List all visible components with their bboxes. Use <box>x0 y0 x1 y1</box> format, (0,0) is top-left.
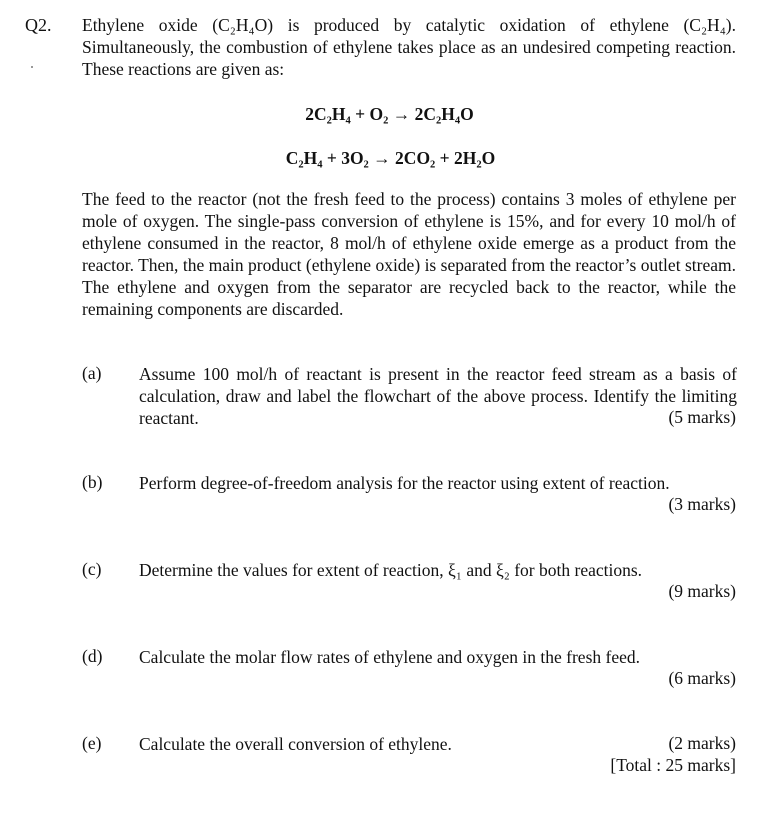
part-c-text: Determine the values for extent of reaction, ξ₁ and ξ₂ for both reactions. <box>139 560 643 580</box>
reaction-equation-2: C₂H₄ + 3O₂ → 2CO₂ + 2H₂O <box>285 148 496 168</box>
part-a-text: Assume 100 mol/h of reactant is present in the reactor feed stream as a basis of calculation, draw and label the flowchart of the above process. Identify the limiting reactant. <box>139 364 737 428</box>
total-marks: [Total : 25 marks] <box>610 755 736 775</box>
part-d-text: Calculate the molar flow rates of ethylene and oxygen in the fresh feed. <box>139 647 640 667</box>
part-a-marks: (5 marks) <box>668 407 736 427</box>
reaction-equation-1: 2C₂H₄ + O₂ → 2C₂H₄O <box>305 104 474 124</box>
margin-mark <box>31 66 33 68</box>
part-c-marks: (9 marks) <box>668 581 736 601</box>
part-c-label: (c) <box>82 559 102 579</box>
part-d-marks: (6 marks) <box>668 668 736 688</box>
part-b-label: (b) <box>82 472 103 492</box>
part-b-text: Perform degree-of-freedom analysis for the reactor using extent of reaction. <box>139 473 670 493</box>
part-e-label: (e) <box>82 733 102 753</box>
part-a-label: (a) <box>82 363 102 383</box>
question-intro: Ethylene oxide (C₂H₄O) is produced by catalytic oxidation of ethylene (C₂H₄). Simultaneously, the combustion of ethylene takes place as an undesired competing reaction. These reactions are given as: <box>82 15 736 79</box>
part-e-text: Calculate the overall conversion of ethylene. <box>139 734 452 754</box>
question-number: Q2. <box>25 15 52 35</box>
part-e-marks: (2 marks) <box>668 733 736 753</box>
part-b-marks: (3 marks) <box>668 494 736 514</box>
part-d-label: (d) <box>82 646 103 666</box>
process-description: The feed to the reactor (not the fresh feed to the process) contains 3 moles of ethylene per mole of oxygen. The single-pass conversion of ethylene is 15%, and for every 10 mol/h of ethylene consumed in the reactor, 8 mol/h of ethylene oxide emerge as a product from the reactor. Then, the main product (ethylene oxide) is separated from the reactor’s outlet stream. The ethylene and oxygen from the separator are recycled back to the reactor, while the remaining components are discarded. <box>82 189 736 319</box>
